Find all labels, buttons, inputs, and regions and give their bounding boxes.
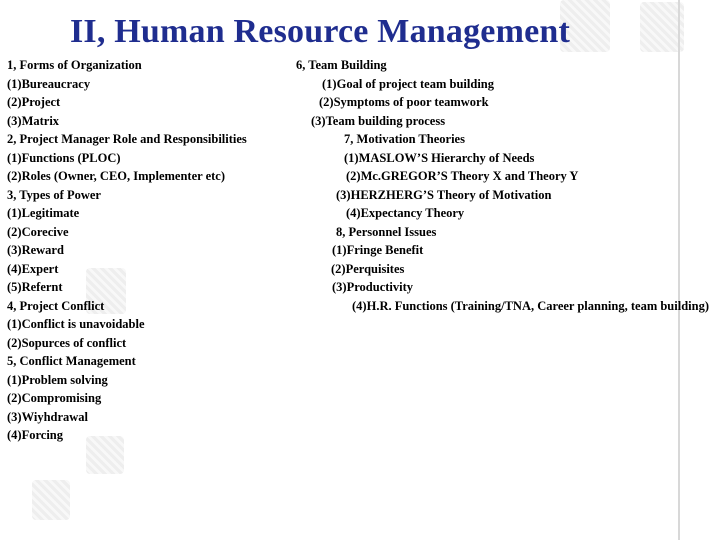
left-column [7,56,247,445]
heading-forms-of-organization: 1, Forms of Organization [7,58,142,72]
list-item: (1)Conflict is unavoidable [7,317,145,331]
list-item: (1)Legitimate [7,206,80,220]
list-item: (2)Sopurces of conflict [7,335,127,350]
list-item: (2)Corecive [7,224,69,239]
slide-title: II, Human Resource Management [70,13,571,50]
list-item: (5)Refernt [7,280,63,294]
list-item: (4)Expectancy Theory [346,206,465,220]
list-item: (3)Reward [7,243,64,257]
list-item: (2)Project [7,95,61,109]
heading-motivation-theories: 7, Motivation Theories [344,132,465,146]
list-item: (1)Fringe Benefit [332,243,424,257]
heading-conflict-management: 5, Conflict Management [7,354,136,368]
right-column [296,56,709,315]
list-item: (1)Bureaucracy [7,76,91,91]
list-item: (3)Productivity [332,280,414,294]
list-item: (3)HERZHERG’S Theory of Motivation [336,187,552,202]
list-item: (2)Roles (Owner, CEO, Implementer etc) [7,169,226,183]
heading-project-manager-role: 2, Project Manager Role and Responsibilities [7,132,247,146]
list-item: (3)Team building process [311,113,446,128]
list-item: (2)Compromising [7,391,102,405]
list-item: (4)Expert [7,261,59,276]
heading-types-of-power: 3, Types of Power [7,187,101,202]
list-item: (1)Problem solving [7,372,108,387]
list-item: (2)Mc.GREGOR’S Theory X and Theory Y [346,169,579,183]
list-item: (4)H.R. Functions (Training/TNA, Career planning, team building) [352,298,709,313]
list-item: (1)Functions (PLOC) [7,150,121,165]
heading-project-conflict: 4, Project Conflict [7,298,105,313]
list-item: (1)MASLOW’S Hierarchy of Needs [344,150,535,165]
list-item: (3)Matrix [7,113,60,128]
watermark-stamp-bottom-left [32,480,70,520]
list-item: (1)Goal of project team building [322,76,494,91]
list-item: (3)Wiyhdrawal [7,409,89,424]
heading-team-building: 6, Team Building [296,58,387,72]
list-item: (4)Forcing [7,428,64,442]
heading-personnel-issues: 8, Personnel Issues [336,224,437,239]
list-item: (2)Perquisites [331,261,405,276]
list-item: (2)Symptoms of poor teamwork [319,95,489,109]
